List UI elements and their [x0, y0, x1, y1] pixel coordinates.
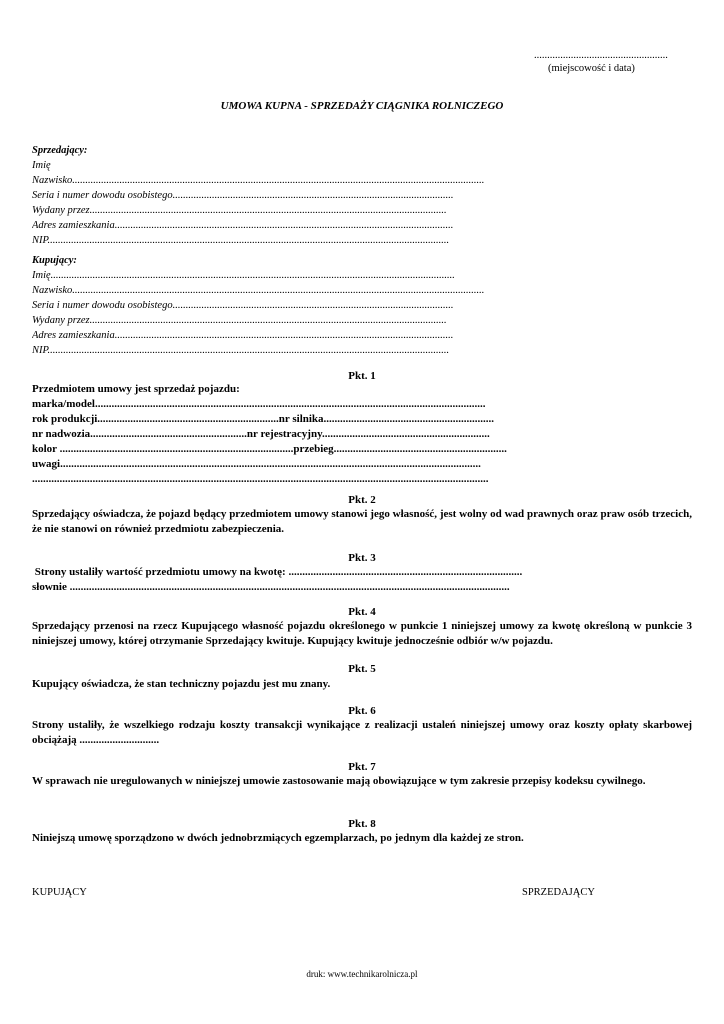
vehicle-intro: Przedmiotem umowy jest sprzedaż pojazdu:	[32, 383, 240, 395]
buyer-block	[32, 254, 552, 359]
vehicle-year-engine-field: rok produkcji..................................................................nr silnika..............................................................	[32, 413, 495, 425]
buyer-signature-label: KUPUJĄCY	[32, 887, 87, 898]
section-6-text: Strony ustaliły, że wszelkiego rodzaju koszty transakcji wynikające z realizacji ustaleń niniejszej umowy oraz koszty opłaty skarbowej obciążają .............................	[32, 719, 692, 746]
footer-print-source: druk: www.technikarolnicza.pl	[306, 969, 418, 979]
seller-heading: Sprzedający:	[32, 145, 88, 156]
buyer-heading: Kupujący:	[32, 255, 77, 266]
buyer-id-field: Seria i numer dowodu osobistego...........................................................................................................	[32, 300, 454, 311]
section-2-text: Sprzedający oświadcza, że pojazd będący przedmiotem umowy stanowi jego własność, jest wolny od wad prawnych oraz praw osób trzecich, że nie stanowi on również przedmiotu zabezpieczenia.	[32, 508, 692, 535]
section-5-text: Kupujący oświadcza, że stan techniczny pojazdu jest mu znany.	[32, 678, 331, 690]
buyer-address-field: Adres zamieszkania.................................................................................................................................	[32, 330, 454, 341]
section-3-heading: Pkt. 3	[348, 552, 376, 564]
buyer-nip-field: NIP.........................................................................................................................................................	[32, 345, 450, 356]
seller-address-field: Adres zamieszkania.................................................................................................................................	[32, 220, 454, 231]
section-7-text: W sprawach nie uregulowanych w niniejszej umowie zastosowanie mają obowiązujące w tym zakresie przepisy kodeksu cywilnego.	[32, 775, 646, 787]
section-8-text: Niniejszą umowę sporządzono w dwóch jednobrzmiących egzemplarzach, po jednym dla każdej ze stron.	[32, 832, 524, 844]
seller-first-name-field: Imię	[32, 160, 51, 171]
seller-nip-field: NIP.........................................................................................................................................................	[32, 235, 450, 246]
section-3-body	[32, 565, 552, 595]
section-5-heading: Pkt. 5	[348, 663, 376, 675]
vehicle-make-model-field: marka/model..............................................................................................................................................	[32, 398, 486, 410]
seller-signature-label: SPRZEDAJĄCY	[522, 887, 595, 898]
buyer-last-name-field: Nazwisko.............................................................................................................................................................	[32, 285, 485, 296]
place-date-label: (miejscowość i data)	[548, 63, 635, 74]
price-in-words-field: słownie ................................................................................................................................................................	[32, 581, 510, 593]
section-4-heading: Pkt. 4	[348, 606, 376, 618]
vehicle-chassis-registration-field: nr nadwozia.........................................................nr rejestracyjny.............................................................	[32, 428, 490, 440]
section-6-heading: Pkt. 6	[348, 705, 376, 717]
buyer-issued-by-field: Wydany przez........................................................................................................................................	[32, 315, 447, 326]
vehicle-color-mileage-field: kolor .....................................................................................przebieg...............................................................	[32, 443, 507, 455]
price-amount-field: Strony ustaliły wartość przedmiotu umowy na kwotę: .....................................................................................	[32, 566, 523, 578]
section-4-text: Sprzedający przenosi na rzecz Kupującego własność pojazdu określonego w punkcie 1 niniejszej umowy za kwotę określoną w punkcie 3 niniejszej umowy, której otrzymanie Sprzedający kwituje. Kupujący kwituje jednocześnie odbiór w/w pojazdu.	[32, 620, 692, 647]
seller-last-name-field: Nazwisko.............................................................................................................................................................	[32, 175, 485, 186]
vehicle-notes-continuation: ......................................................................................................................................................................	[32, 473, 489, 485]
seller-block	[32, 144, 552, 249]
section-7-heading: Pkt. 7	[348, 761, 376, 773]
document-title: UMOWA KUPNA - SPRZEDAŻY CIĄGNIKA ROLNICZEGO	[220, 100, 504, 112]
vehicle-notes-field: uwagi.........................................................................................................................................................	[32, 458, 481, 470]
seller-issued-by-field: Wydany przez........................................................................................................................................	[32, 205, 447, 216]
section-2-heading: Pkt. 2	[348, 494, 376, 506]
place-date-dots: ...................................................	[534, 50, 668, 61]
section-1-heading: Pkt. 1	[348, 370, 376, 382]
section-1-body	[32, 382, 552, 487]
buyer-first-name-field: Imię..........................................................................................................................................................	[32, 270, 455, 281]
section-8-heading: Pkt. 8	[348, 818, 376, 830]
seller-id-field: Seria i numer dowodu osobistego...........................................................................................................	[32, 190, 454, 201]
